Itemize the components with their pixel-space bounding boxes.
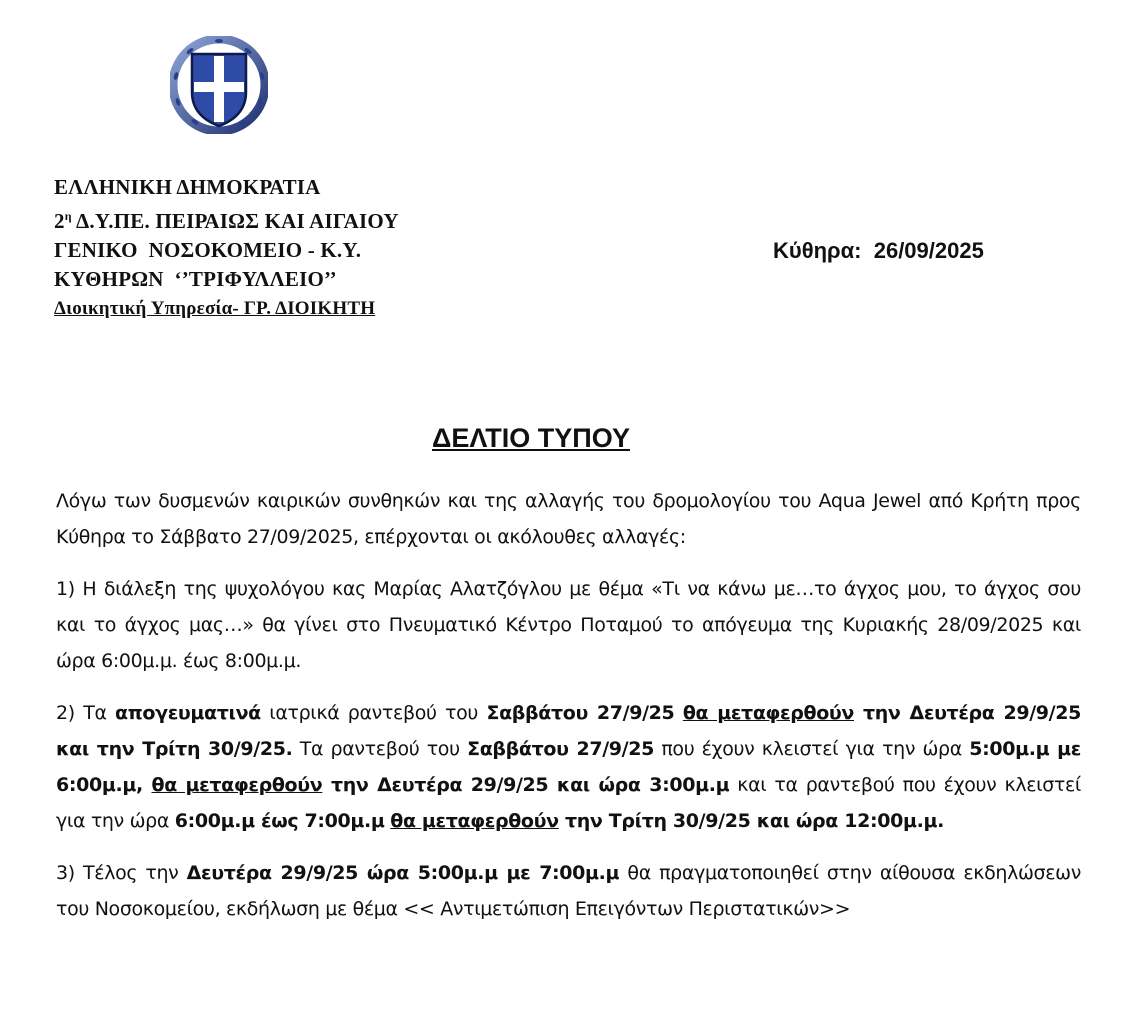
date-value: 26/09/2025	[873, 238, 984, 263]
item-3-bold: Δευτέρα 29/9/25 ώρα 5:00μ.μ με 7:00μ.μ	[186, 862, 620, 884]
item-2-bold: Σαββάτου 27/9/25	[467, 738, 654, 760]
greek-coat-of-arms-emblem	[170, 36, 268, 134]
org-line-hospital: ΓΕΝΙΚΟ ΝΟΣΟΚΟΜΕΙΟ - Κ.Υ.	[54, 238, 362, 262]
item-2-bold: την Δευτέρα 29/9/25 και την Τρίτη 30/9/25.	[56, 702, 1081, 760]
item-3-text: θα πραγματοποιηθεί στην αίθουσα εκδηλώσεων του Νοσοκομείου, εκδήλωση με θέμα << Αντιμετώπιση Επειγόντων Περιστατικών>>	[56, 862, 1081, 920]
item-3-text: 3) Τέλος την	[56, 862, 187, 884]
item-1-paragraph: 1) Η διάλεξη της ψυχολόγου κας Μαρίας Αλατζόγλου με θέμα «Τι να κάνω με…το άγχος μου, το άγχος σου και το άγχος μας…» θα γίνει στο Πνευματικό Κέντρο Ποταμού το απόγευμα της Κυριακής 28/09/2025 και ώρα 6:00μ.μ. έως 8:00μ.μ.	[56, 578, 1081, 672]
press-release-body	[56, 483, 1081, 943]
item-2-paragraph	[56, 695, 1081, 839]
item-2-bold-underline: θα μεταφερθούν	[390, 810, 559, 832]
item-2-text: που έχουν κλειστεί για την ώρα	[654, 738, 970, 760]
region-name: Δ.Υ.ΠΕ. ΠΕΙΡΑΙΩΣ ΚΑΙ ΑΙΓΑΙΟΥ	[76, 209, 399, 233]
item-2-text: Τα ραντεβού του	[292, 738, 468, 760]
region-ordinal-sup: η	[64, 209, 72, 223]
item-2-text: ιατρικά ραντεβού του	[260, 702, 487, 724]
date-label: Κύθηρα:	[773, 238, 862, 263]
issuing-organization-block	[54, 173, 399, 323]
item-2-bold: Σαββάτου 27/9/25	[486, 702, 675, 724]
org-line-hospital-name: ΚΥΘΗΡΩΝ ‘’ΤΡΙΦΥΛΛΕΙΟ’’	[54, 267, 337, 291]
org-line-department: Διοικητική Υπηρεσία- ΓΡ. ΔΙΟΙΚΗΤΗ	[54, 298, 376, 319]
emblem-icon	[170, 36, 268, 134]
item-2-bold-underline: θα μεταφερθούν	[682, 702, 855, 724]
item-2-text: και τα ραντεβού που έχουν κλειστεί για την ώρα	[56, 774, 1081, 832]
item-3-paragraph	[56, 855, 1081, 927]
org-line-health-region	[54, 202, 399, 236]
item-2-text: 2) Τα	[56, 702, 116, 724]
region-number: 2	[54, 209, 65, 233]
item-2-bold-underline: θα μεταφερθούν	[151, 774, 323, 796]
item-2-bold: απογευματινά	[115, 702, 261, 724]
item-2-bold: 6:00μ.μ έως 7:00μ.μ	[174, 810, 385, 832]
org-line-republic: ΕΛΛΗΝΙΚΗ ΔΗΜΟΚΡΑΤΙΑ	[54, 175, 321, 199]
item-2-bold: την Δευτέρα 29/9/25 και ώρα 3:00μ.μ	[322, 774, 730, 796]
item-2-text	[674, 702, 682, 724]
item-2-bold: την Τρίτη 30/9/25 και ώρα 12:00μ.μ.	[558, 810, 944, 832]
document-date	[773, 238, 984, 264]
item-2-bold: 5:00μ.μ με 6:00μ.μ,	[56, 738, 1081, 796]
intro-paragraph: Λόγω των δυσμενών καιρικών συνθηκών και της αλλαγής του δρομολογίου του Aqua Jewel από Κρήτη προς Κύθηρα το Σάββατο 27/09/2025, επέρχονται οι ακόλουθες αλλαγές:	[56, 490, 1081, 548]
page-title: ΔΕΛΤΙΟ ΤΥΠΟΥ	[432, 423, 630, 453]
